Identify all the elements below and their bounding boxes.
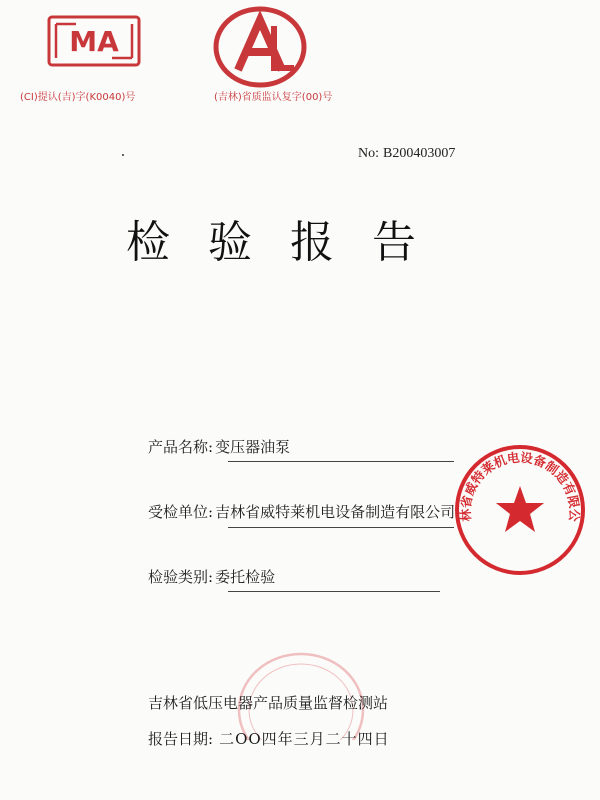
underline [228, 591, 440, 592]
cma-caption: (CI)提认(吉)字(K0040)号 [20, 92, 136, 103]
svg-text:吉林省威特莱机电设备制造有限公司: 林省威特莱机电设备制造有限公 [457, 449, 583, 522]
underline [228, 461, 454, 462]
cal-caption: (吉林)省质监认复字(00)号 [214, 92, 333, 103]
scan-speck [122, 154, 124, 156]
report-number [358, 146, 455, 162]
field-value: 委托检验 [215, 568, 276, 586]
report-date-value: 二OO四年三月二十四日 [219, 730, 390, 748]
report-date-label: 报告日期: [148, 730, 214, 748]
report-title: 检验报告 [126, 217, 454, 268]
field-inspected-unit [148, 501, 455, 522]
cma-logo [46, 14, 142, 68]
field-value: 变压器油泵 [215, 438, 291, 456]
company-seal [450, 440, 590, 584]
field-inspection-type [148, 566, 275, 587]
report-number-value: B200403007 [383, 146, 456, 161]
report-date [148, 728, 390, 749]
report-number-label: No: [358, 146, 379, 161]
field-label: 产品名称: [148, 438, 214, 456]
cal-logo [212, 6, 308, 88]
field-label: 检验类别: [148, 568, 214, 586]
field-value: 吉林省威特莱机电设备制造有限公司 [215, 503, 456, 521]
svg-text:MA: MA [69, 25, 119, 58]
field-product-name [148, 436, 290, 457]
testing-station-name: 吉林省低压电器产品质量监督检测站 [148, 694, 389, 712]
underline [228, 527, 454, 528]
field-label: 受检单位: [148, 503, 214, 521]
